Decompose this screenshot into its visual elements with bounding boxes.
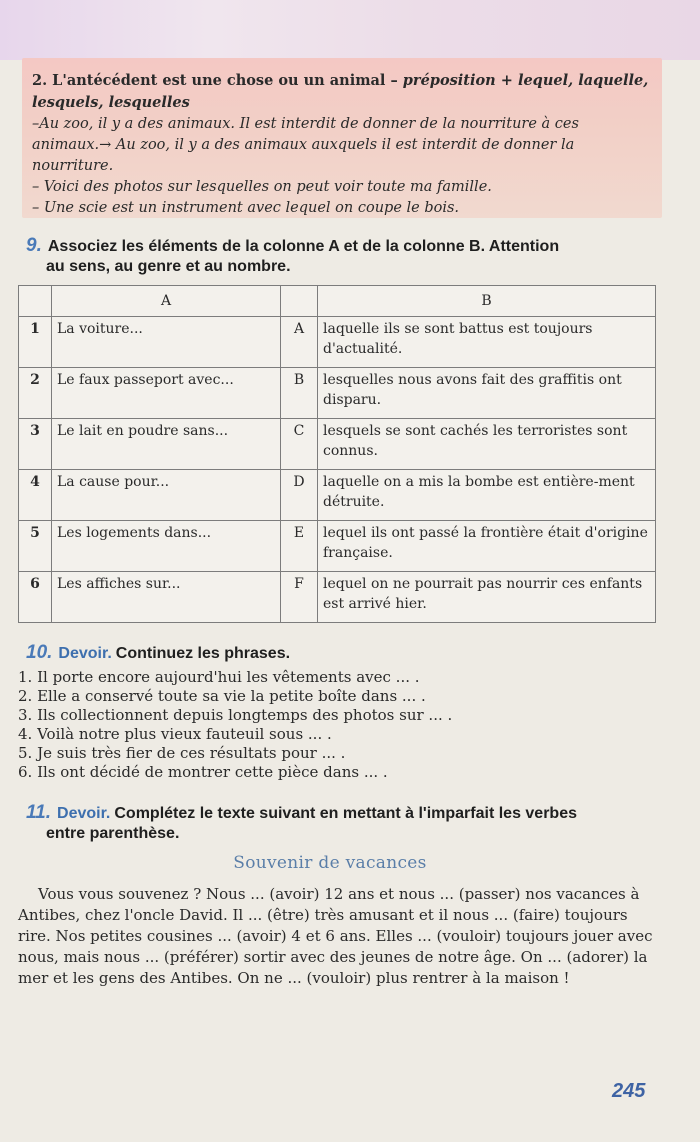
column-b-cell: laquelle ils se sont battus est toujours d'actualité.	[318, 317, 656, 368]
story-paragraph: Vous vous souvenez ? Nous ... (avoir) 12 ans et nous ... (passer) nos vacances à Antibes, chez l'oncle David. Il ... (être) très amusant et il nous ... (faire) toujours rire. Nos petites cousines ... (avoir) 4 et 6 ans. Elles ... (vouloir) toujours jouer avec nous, mais nous ... (préférer) sortir avec des jeunes de notre âge. On ... (adorer) la mer et les gens des Antibes. On ne ... (vouloir) plus rentrer à la maison !	[18, 885, 653, 987]
exercise-9-title-line1: Associez les éléments de la colonne A et de la colonne B. Attention	[47, 238, 560, 255]
page-top-decoration	[0, 0, 700, 60]
list-item: 5. Je suis très fier de ces résultats pour ... .	[18, 744, 346, 762]
row-number: 4	[19, 470, 52, 521]
header-column-a: A	[52, 286, 281, 317]
phrases-list	[18, 668, 452, 782]
grammar-example-3: – Une scie est un instrument avec lequel on coupe le bois.	[32, 200, 460, 216]
row-letter: A	[281, 317, 318, 368]
grammar-heading-text: 2. L'antécédent est une chose ou un animal –	[32, 72, 403, 89]
row-number: 5	[19, 521, 52, 572]
header-column-b: B	[318, 286, 656, 317]
story-title: Souvenir de vacances	[233, 853, 427, 873]
row-letter: D	[281, 470, 318, 521]
list-item: 6. Ils ont décidé de montrer cette pièce dans ... .	[18, 763, 388, 781]
column-b-cell: lesquelles nous avons fait des graffitis ont disparu.	[318, 368, 656, 419]
row-number: 1	[19, 317, 52, 368]
exercise-9-title-line2: au sens, au genre et au nombre.	[46, 258, 291, 275]
table-row	[19, 470, 656, 521]
devoir-label: Devoir.	[57, 805, 111, 822]
column-a-cell: Le faux passeport avec...	[52, 368, 281, 419]
column-a-cell: La voiture...	[52, 317, 281, 368]
exercise-11-number: 11.	[26, 802, 52, 823]
column-a-cell: Les affiches sur...	[52, 572, 281, 623]
table-row	[19, 572, 656, 623]
column-b-cell: lesquels se sont cachés les terroristes sont connus.	[318, 419, 656, 470]
list-item: 3. Ils collectionnent depuis longtemps des photos sur ... .	[18, 706, 453, 724]
grammar-rule-box	[22, 58, 662, 218]
exercise-10-title	[26, 643, 290, 664]
row-number: 3	[19, 419, 52, 470]
matching-table	[18, 285, 656, 623]
row-number: 6	[19, 572, 52, 623]
column-a-cell: La cause pour...	[52, 470, 281, 521]
exercise-10-number: 10.	[26, 642, 53, 663]
row-letter: B	[281, 368, 318, 419]
list-item: 1. Il porte encore aujourd'hui les vêtements avec ... .	[18, 668, 420, 686]
exercise-9-number: 9.	[26, 235, 42, 256]
column-b-cell: lequel ils ont passé la frontière était d'origine française.	[318, 521, 656, 572]
table-header-row	[19, 286, 656, 317]
row-letter: C	[281, 419, 318, 470]
page-number: 245	[612, 1080, 646, 1102]
story-text-block	[18, 884, 658, 989]
table-row	[19, 419, 656, 470]
table-row	[19, 521, 656, 572]
table-row	[19, 317, 656, 368]
exercise-11-title-line1: Complétez le texte suivant en mettant à l'imparfait les verbes	[114, 805, 577, 822]
list-item: 2. Elle a conservé toute sa vie la petite boîte dans ... .	[18, 687, 426, 705]
exercise-11-title	[26, 803, 577, 844]
column-a-cell: Le lait en poudre sans...	[52, 419, 281, 470]
grammar-heading	[32, 70, 652, 114]
grammar-heading-italic: préposition + lequel, laquelle, lesquels, lesquelles	[32, 72, 649, 111]
row-number: 2	[19, 368, 52, 419]
row-letter: E	[281, 521, 318, 572]
column-b-cell: lequel on ne pourrait pas nourrir ces enfants est arrivé hier.	[318, 572, 656, 623]
header-empty-letter	[281, 286, 318, 317]
grammar-example-2: – Voici des photos sur lesquelles on peut voir toute ma famille.	[32, 179, 492, 195]
header-empty-num	[19, 286, 52, 317]
list-item: 4. Voilà notre plus vieux fauteuil sous ... .	[18, 725, 332, 743]
exercise-10-title-text: Continuez les phrases.	[115, 645, 291, 662]
column-b-cell: laquelle on a mis la bombe est entière-ment détruite.	[318, 470, 656, 521]
devoir-label: Devoir.	[58, 645, 112, 662]
table-row	[19, 368, 656, 419]
column-a-cell: Les logements dans...	[52, 521, 281, 572]
exercise-9-title	[26, 236, 559, 277]
grammar-example-1: –Au zoo, il y a des animaux. Il est interdit de donner de la nourriture à ces animaux.→ Au zoo, il y a des animaux auxquels il est interdit de donner la nourriture.	[32, 116, 579, 174]
exercise-11-title-line2: entre parenthèse.	[46, 825, 180, 842]
row-letter: F	[281, 572, 318, 623]
